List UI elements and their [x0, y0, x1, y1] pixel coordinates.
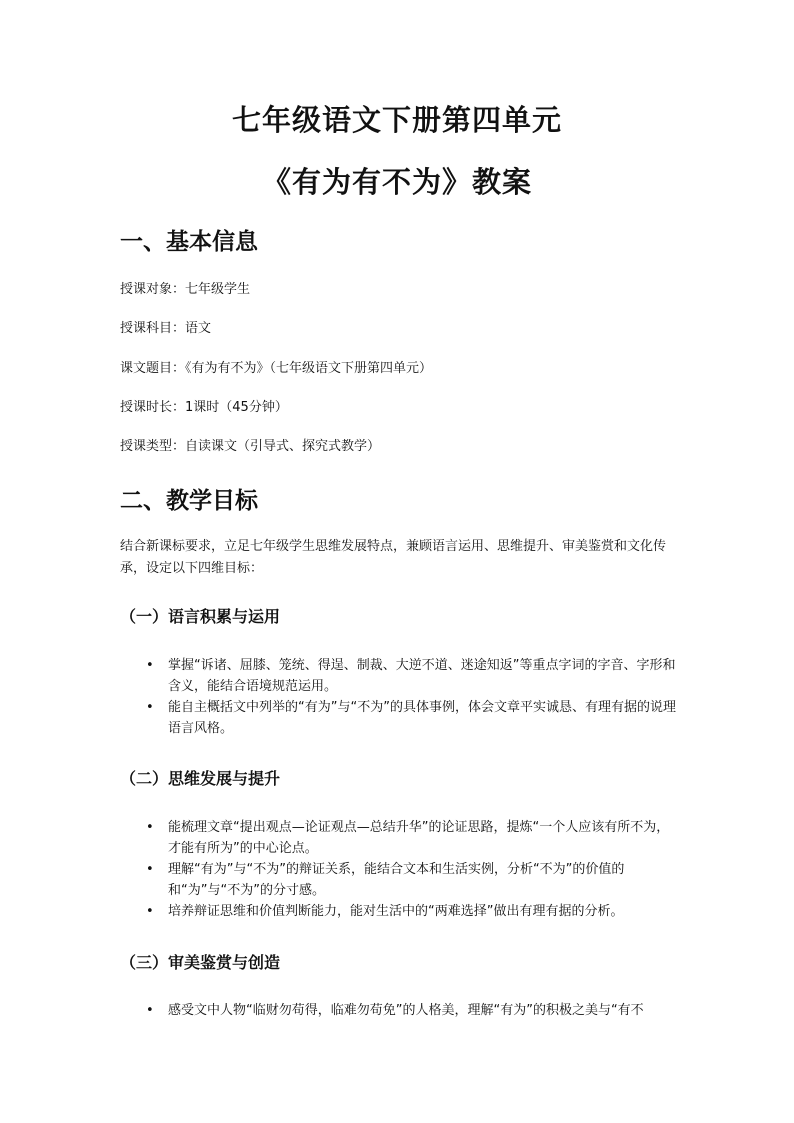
- list-item: • 能梳理文章“提出观点—论证观点—总结升华”的论证思路，提炼“一个人应该有所不为，才能有所为”的中心论点。: [146, 817, 676, 859]
- subsection3-heading: （三）审美鉴赏与创造: [120, 953, 281, 972]
- section2-heading: 二、教学目标: [120, 488, 258, 514]
- bullet-icon: •: [146, 700, 154, 715]
- subsection2-heading: （二）思维发展与提升: [120, 769, 281, 788]
- document-title-line1: 七年级语文下册第四单元: [231, 103, 562, 137]
- list-item: • 能自主概括文中列举的“有为”与“不为”的具体事例，体会文章平实诚恳、有理有据的说理语言风格。: [146, 697, 676, 739]
- subsection2-list: [146, 817, 676, 922]
- section1-heading: 一、基本信息: [120, 229, 258, 255]
- bullet-icon: •: [146, 904, 154, 919]
- list-item: • 掌握“诉诸、屈膝、笼统、得逞、制裁、大逆不道、迷途知返”等重点字词的字音、字形和含义，能结合语境规范运用。: [146, 655, 676, 697]
- list-item: • 理解“有为”与“不为”的辩证关系，能结合文本和生活实例，分析“不为”的价值的和“为”与“不为”的分寸感。: [146, 859, 676, 901]
- bullet-icon: •: [146, 862, 154, 877]
- list-item: • 培养辩证思维和价值判断能力，能对生活中的“两难选择”做出有理有据的分析。: [146, 901, 676, 922]
- bullet-icon: •: [146, 820, 154, 835]
- bullet-icon: •: [146, 1003, 154, 1018]
- subsection1-heading: （一）语言积累与运用: [120, 607, 281, 626]
- info-lesson-type: 授课类型：自读课文（引导式、探究式教学）: [120, 439, 381, 454]
- subsection1-list: [146, 655, 676, 739]
- bullet-icon: •: [146, 658, 154, 673]
- section2-intro: 结合新课标要求，立足七年级学生思维发展特点，兼顾语言运用、思维提升、审美鉴赏和文化传承，设定以下四维目标：: [120, 539, 667, 576]
- info-subject: 授课科目：语文: [120, 321, 212, 336]
- list-item: • 感受文中人物“临财勿苟得，临难勿苟免”的人格美，理解“有为”的积极之美与“有不: [146, 1000, 676, 1021]
- document-title-line2: 《有为有不为》教案: [261, 165, 532, 199]
- info-duration: 授课时长：1课时（45分钟）: [120, 400, 288, 415]
- subsection3-list: [146, 1000, 676, 1021]
- info-lesson-title: 课文题目：《有为有不为》（七年级语文下册第四单元）: [120, 361, 433, 376]
- info-audience: 授课对象：七年级学生: [120, 282, 251, 297]
